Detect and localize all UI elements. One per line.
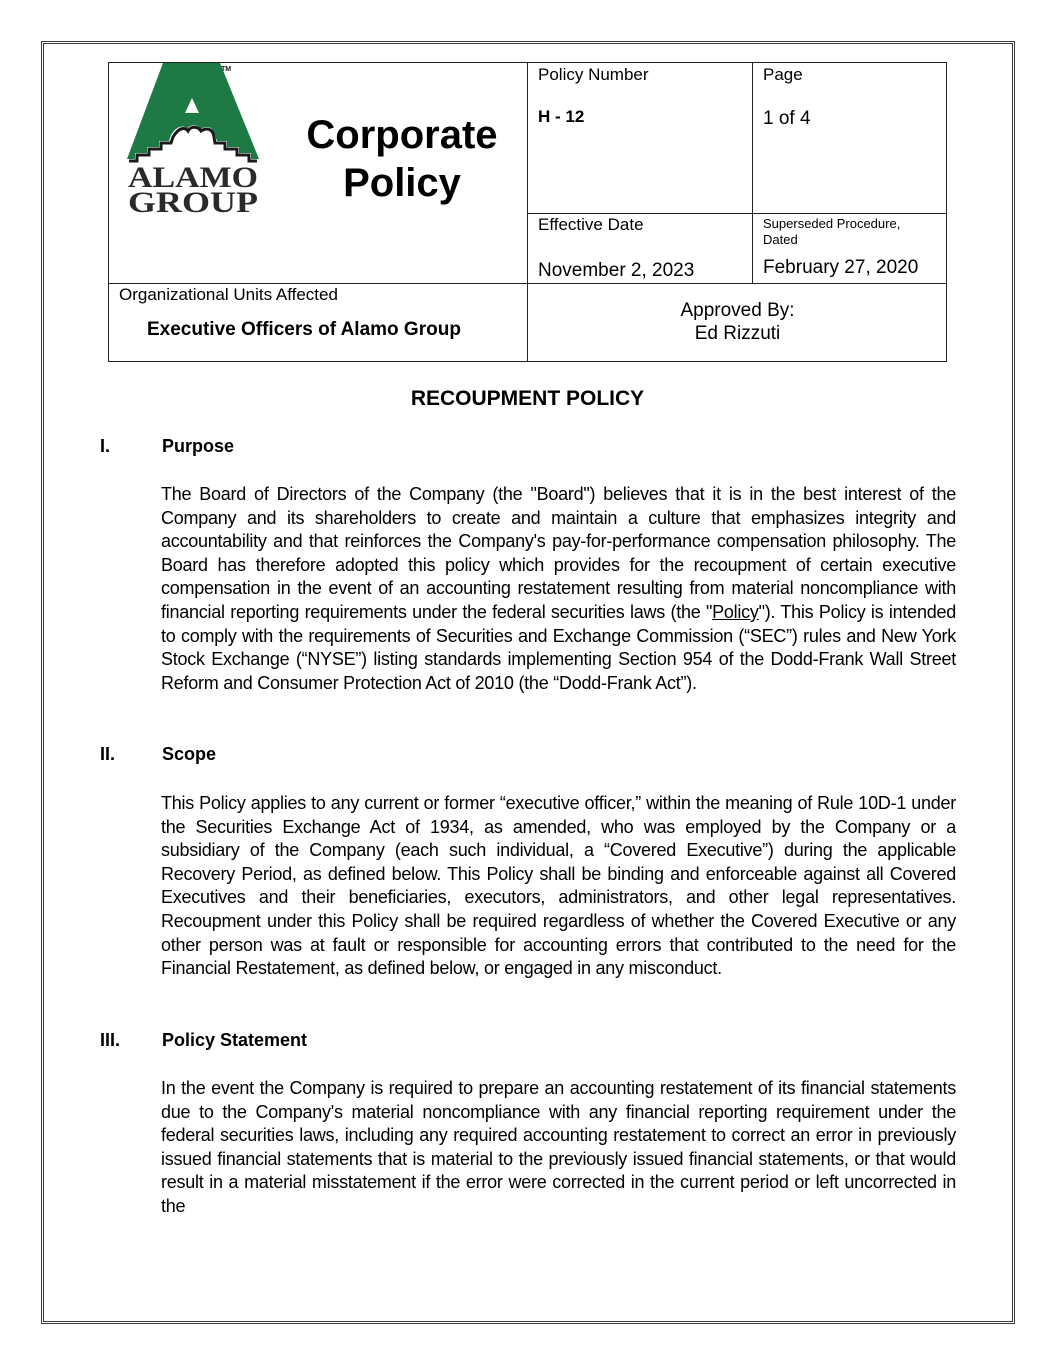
section-paragraph-purpose: [161, 483, 956, 695]
section-paragraph-scope: This Policy applies to any current or former “executive officer,” within the meaning of Rule 10D-1 under the Securities Exchange Act of 1934, as amended, who was employed by the Company or a subsidiary of the Company (each such individual, a “Covered Executive”) during the applicable Recovery Period, as defined below. This Policy shall be binding and enforceable against all Covered Executives and their beneficiaries, executors, administrators, and other legal representatives. Recoupment under this Policy shall be required regardless of whether the Covered Executive or any other person was at fault or responsible for accounting errors that contributed to the need for the Financial Restatement, as defined below, or engaged in any misconduct.: [161, 793, 956, 979]
effective-date-cell: [538, 215, 748, 282]
superseded-label-line-2: Dated: [763, 232, 798, 247]
policy-number-label: Policy Number: [538, 65, 649, 84]
section-title: Policy Statement: [162, 1030, 308, 1050]
superseded-label-line-1: Superseded Procedure,: [763, 216, 901, 231]
divider: [752, 63, 753, 283]
section-heading-policy-statement: [100, 1030, 307, 1051]
effective-date-label: Effective Date: [538, 215, 644, 234]
superseded-date-value: February 27, 2020: [763, 257, 919, 278]
trademark-label: TM: [221, 66, 232, 73]
policy-number-value: H - 12: [538, 107, 585, 126]
section-number: III.: [100, 1030, 121, 1050]
org-units-label: Organizational Units Affected: [119, 285, 338, 304]
corporate-policy-title: [297, 111, 507, 207]
section-title: Purpose: [162, 436, 235, 456]
title-line-2: Policy: [343, 161, 461, 205]
section-number: II.: [100, 744, 116, 764]
superseded-cell: [763, 216, 947, 279]
approved-by-label: Approved By:: [680, 300, 795, 321]
divider: [109, 283, 947, 284]
page-label: Page: [763, 65, 803, 84]
org-units-value: Executive Officers of Alamo Group: [147, 319, 461, 340]
org-units-cell: [119, 285, 519, 341]
alamo-group-logo-icon: [125, 63, 261, 213]
policy-number-cell: [538, 65, 748, 127]
policy-header-table: [108, 62, 947, 362]
logo-cell: [109, 63, 527, 283]
paragraph-text: "). This Policy is intended to comply with the requirements of Securities and Exchange Commission (“SEC”) rules and New York Stock Exchange (“NYSE”) listing standards implementing Section 954 of the Dodd-Frank Wall Street Reform and Consumer Protection Act of 2010 (the “Dodd-Frank Act”).: [161, 601, 956, 693]
svg-text:GROUP: GROUP: [128, 186, 258, 213]
document-title: RECOUPMENT POLICY: [410, 387, 645, 410]
section-heading-scope: [100, 744, 216, 765]
paragraph-text: The Board of Directors of the Company (the "Board") believes that it is in the best interest of the Company and its shareholders to create and maintain a culture that emphasizes integrity and accountability and that reinforces the Company's pay-for-performance compensation philosophy. The Board has therefore adopted this policy which provides for the recoupment of certain executive compensation in the event of an accounting restatement resulting from material noncompliance with financial reporting requirements under the federal securities laws (the ": [161, 484, 956, 622]
page-value: 1 of 4: [763, 108, 811, 129]
policy-link: Policy: [712, 601, 759, 622]
section-title: Scope: [162, 744, 217, 764]
svg-text:ALAMO: ALAMO: [128, 161, 258, 194]
section-number: I.: [100, 436, 111, 456]
effective-date-value: November 2, 2023: [538, 260, 695, 281]
approved-by-cell: [528, 299, 947, 345]
page-cell: [763, 65, 943, 130]
section-paragraph-policy-statement: In the event the Company is required to prepare an accounting restatement of its financial statements due to the Company's material noncompliance with any financial reporting requirement under the federal securities laws, including any required accounting restatement to correct an error in previously issued financial statements that is material to the previously issued financial statements, or that would result in a material misstatement if the error were corrected in the current period or left uncorrected in the: [161, 1078, 956, 1216]
title-line-1: Corporate: [306, 113, 498, 157]
section-heading-purpose: [100, 436, 234, 457]
approved-by-name: Ed Rizzuti: [694, 323, 781, 344]
divider: [527, 213, 947, 214]
